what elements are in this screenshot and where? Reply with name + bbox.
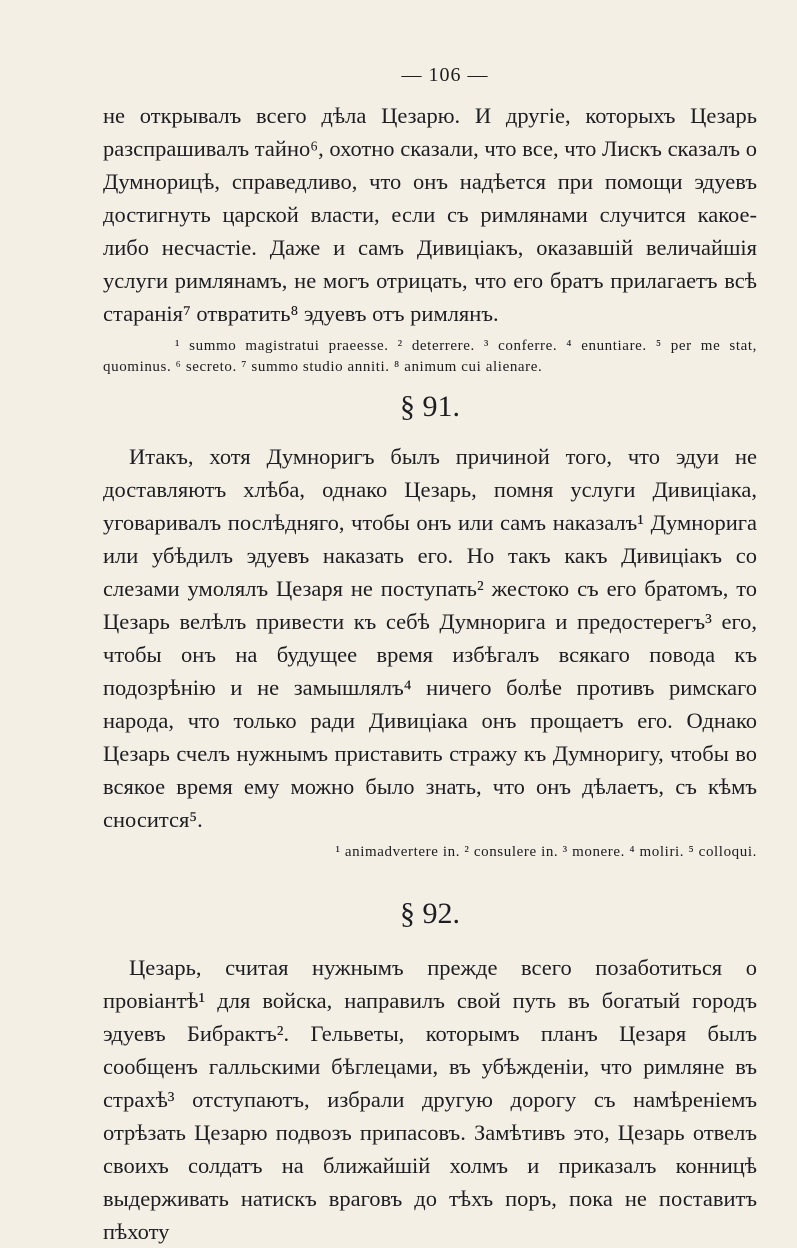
paragraph-section-91: Итакъ, хотя Думноригъ былъ причиной того, что эдуи не доставляютъ хлѣба, однако Цезарь, помня услуги Дивиціака, уговаривалъ послѣдняго, чтобы онъ или самъ наказалъ¹ Думнорига или убѣдилъ эдуевъ наказать его. Но такъ какъ Дивиціакъ со слезами умолялъ Цезаря не поступать² жестоко съ его братомъ, то Цезарь велѣлъ привести къ себѣ Думнорига и предостерегъ³ его, чтобы онъ на будущее время избѣгалъ всякаго повода къ подозрѣнію и не замышлялъ⁴ ничего болѣе противъ римскаго народа, что только ради Дивиціака онъ прощаетъ его. Однако Цезарь счелъ нужнымъ приставить стражу къ Думноригу, чтобы во всякое время ему можно было знать, что онъ дѣлаетъ, съ кѣмъ сносится⁵. bbox=[103, 444, 757, 832]
paragraph-continued: не открывалъ всего дѣла Цезарю. И другіе, которыхъ Цезарь разспрашивалъ тайно⁶, охотно сказали, что все, что Лискъ сказалъ о Думнорицѣ, справедливо, что онъ надѣется при помощи эдуевъ достигнуть царской власти, если съ римлянами случится какое-либо несчастіе. Даже и самъ Дивиціакъ, оказавшій величайшія услуги римлянамъ, не могъ отрицать, что его братъ прилагаетъ всѣ старанія⁷ отвратить⁸ эдуевъ отъ римлянъ. bbox=[103, 103, 757, 326]
section-heading-91: § 91. bbox=[400, 390, 460, 423]
footnotes-section-90: ¹ summo magistratui praeesse. ² deterrere. ³ conferre. ⁴ enuntiare. ⁵ per me stat, quominus. ⁶ secreto. ⁷ summo studio anniti. ⁸ animum cui alienare. bbox=[103, 338, 757, 375]
page-number: — 106 — bbox=[401, 64, 489, 86]
paragraph-section-92: Цезарь, считая нужнымъ прежде всего позаботиться о провіантѣ¹ для войска, направилъ свой путь въ богатый городъ эдуевъ Бибрактъ². Гельветы, которымъ планъ Цезаря былъ сообщенъ галльскими бѣглецами, въ убѣжденіи, что римляне въ страхѣ³ отступаютъ, избрали другую дорогу съ намѣреніемъ отрѣзать Цезарю подвозъ припасовъ. Замѣтивъ это, Цезарь отвелъ своихъ солдатъ на ближайшій холмъ и приказалъ конницѣ выдерживать натискъ враговъ до тѣхъ поръ, пока не поставитъ пѣхоту bbox=[103, 955, 757, 1244]
footnotes-section-91: ¹ animadvertere in. ² consulere in. ³ monere. ⁴ moliri. ⁵ colloqui. bbox=[335, 844, 757, 860]
section-heading-92: § 92. bbox=[400, 897, 460, 930]
